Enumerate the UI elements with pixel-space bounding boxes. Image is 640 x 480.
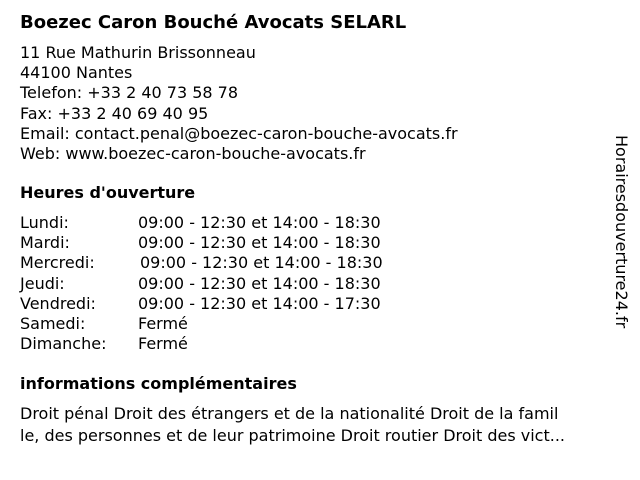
- business-name: Boezec Caron Bouché Avocats SELARL: [20, 12, 407, 33]
- email-address: Email: contact.penal@boezec-caron-bouche-avocats.fr: [20, 123, 458, 143]
- time-value: 09:00 - 12:30 et 14:00 - 18:30: [138, 213, 381, 232]
- fax-number: Fax: +33 2 40 69 40 95: [20, 103, 209, 123]
- time-value: Fermé: [138, 313, 188, 333]
- day-label: Dimanche:: [20, 334, 107, 354]
- info-line-2: le, des personnes et de leur patrimoine Droit routier Droit des vict...: [20, 426, 565, 445]
- time-value: Fermé: [138, 334, 188, 354]
- website: Web: www.boezec-caron-bouche-avocats.fr: [20, 143, 366, 163]
- phone-number: Telefon: +33 2 40 73 58 78: [20, 83, 239, 103]
- day-label: Samedi:: [20, 313, 86, 333]
- day-label: Jeudi:: [20, 273, 65, 293]
- info-description: [20, 403, 620, 447]
- time-value: 09:00 - 12:30 et 14:00 - 17:30: [138, 293, 381, 313]
- info-heading: informations complémentaires: [20, 374, 297, 393]
- time-value: 09:00 - 12:30 et 14:00 - 18:30: [140, 253, 383, 273]
- info-line-1: Droit pénal Droit des étrangers et de la nationalité Droit de la famil: [20, 404, 559, 423]
- address-street: 11 Rue Mathurin Brissonneau: [20, 43, 256, 62]
- day-label: Vendredi:: [20, 293, 96, 313]
- day-label: Mercredi:: [20, 253, 95, 273]
- time-value: 09:00 - 12:30 et 14:00 - 18:30: [138, 233, 381, 253]
- hours-heading: Heures d'ouverture: [20, 183, 196, 202]
- day-label: Lundi:: [20, 213, 69, 232]
- day-label: Mardi:: [20, 233, 70, 253]
- watermark-text: Horairesdouverture24.fr: [612, 135, 631, 329]
- address-city: 44100 Nantes: [20, 63, 133, 83]
- contact-block: [20, 43, 458, 164]
- time-value: 09:00 - 12:30 et 14:00 - 18:30: [138, 273, 381, 293]
